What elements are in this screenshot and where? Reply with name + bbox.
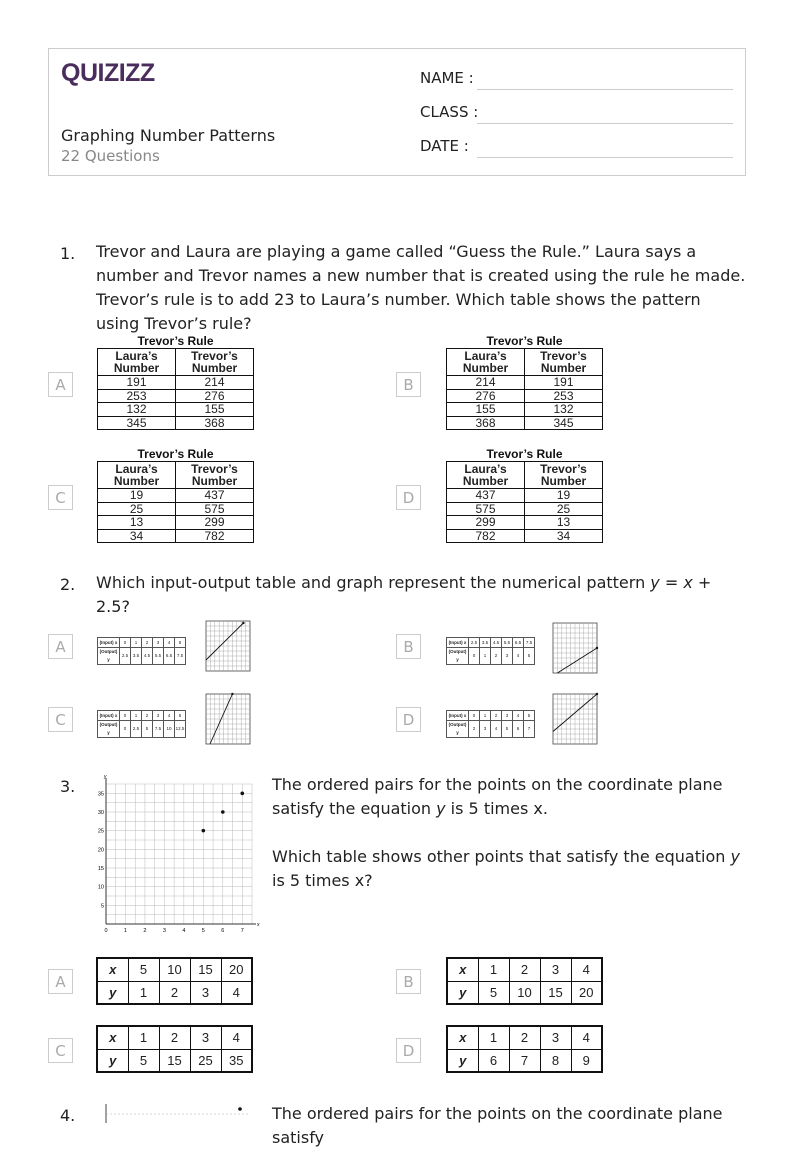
table-row <box>98 516 254 530</box>
table-row <box>98 711 186 721</box>
x-tick-label: 3 <box>162 928 166 934</box>
y-tick-label: 5 <box>100 903 104 910</box>
y-tick-label: 20 <box>97 847 104 854</box>
table-row <box>447 389 603 403</box>
y-tick-label: 10 <box>97 884 104 891</box>
q1-option-c-box[interactable]: C <box>48 485 73 510</box>
table-cell: 0 <box>469 711 480 721</box>
date-line[interactable] <box>477 157 733 158</box>
table-cell: 20 <box>221 958 252 981</box>
q2-text: Which input-output table and graph represent the numerical pattern y = x + 2.5? <box>96 573 712 616</box>
q2-table-c <box>97 710 186 738</box>
table-cell: 4 <box>513 711 524 721</box>
table-cell: 5 <box>175 711 186 721</box>
table-row <box>447 1026 602 1049</box>
worksheet-header <box>48 48 746 176</box>
table-cell: 9 <box>571 1049 602 1072</box>
table-cell: 1 <box>128 981 159 1004</box>
table-cell: 6 <box>513 721 524 738</box>
table-cell: 8 <box>540 1049 571 1072</box>
table-row <box>98 638 186 648</box>
q3-option-b-box[interactable]: B <box>396 969 421 994</box>
table-cell: 4.5 <box>491 638 502 648</box>
x-tick-label: 5 <box>201 928 205 934</box>
table-row <box>98 416 254 430</box>
q3-text-1: The ordered pairs for the points on the coordinate plane satisfy the equation y is 5 times x. <box>272 775 723 818</box>
q1-table-d <box>446 448 603 543</box>
row-label: (Output) y <box>98 648 120 665</box>
table-cell: 7.5 <box>524 638 535 648</box>
y-tick-label: 35 <box>97 791 104 798</box>
row-label: y <box>447 1049 478 1072</box>
table-cell: 3 <box>190 1026 221 1049</box>
q2-option-a-box[interactable]: A <box>48 634 73 659</box>
line-arrow <box>231 693 233 695</box>
table-cell: 155 <box>176 403 254 417</box>
col-header-trevor: Trevor’s Number <box>525 349 603 376</box>
row-label: (Input) x <box>447 711 469 721</box>
q1-number: 1. <box>60 244 76 263</box>
table-cell: 2 <box>491 711 502 721</box>
q3-text-2: Which table shows other points that satisfy the equation y is 5 times x? <box>272 847 740 890</box>
table-cell: 437 <box>447 489 525 503</box>
table-cell: 276 <box>447 389 525 403</box>
table-cell: 782 <box>176 529 254 543</box>
table-cell: 2 <box>509 1026 540 1049</box>
col-header-trevor: Trevor’s Number <box>176 349 254 376</box>
table-cell: 3 <box>153 638 164 648</box>
table-cell: 4.5 <box>142 648 153 665</box>
table-cell: 10 <box>164 721 175 738</box>
table-cell: 782 <box>447 529 525 543</box>
table-cell: 25 <box>190 1049 221 1072</box>
table-cell: 5 <box>142 721 153 738</box>
q4-number: 4. <box>60 1106 76 1125</box>
table-cell: 368 <box>176 416 254 430</box>
table-cell: 437 <box>176 489 254 503</box>
table-row <box>447 502 603 516</box>
q4-point <box>238 1107 242 1111</box>
data-point <box>202 829 206 833</box>
q1-option-a-box[interactable]: A <box>48 372 73 397</box>
table-cell: 276 <box>176 389 254 403</box>
row-label: y <box>97 981 128 1004</box>
table-cell: 20 <box>571 981 602 1004</box>
table-cell: 1 <box>480 711 491 721</box>
table-caption: Trevor’s Rule <box>486 334 563 348</box>
table-cell: 25 <box>98 502 176 516</box>
table-cell: 34 <box>525 529 603 543</box>
line-arrow <box>596 647 598 649</box>
table-cell: 1 <box>128 1026 159 1049</box>
q1-option-d-box[interactable]: D <box>396 485 421 510</box>
x-tick-label: 0 <box>104 928 108 934</box>
q3-number: 3. <box>60 777 76 796</box>
table-cell: 15 <box>190 958 221 981</box>
row-label: (Output) y <box>447 648 469 665</box>
q2-table-d <box>446 710 535 738</box>
table-cell: 15 <box>159 1049 190 1072</box>
table-cell: 6 <box>478 1049 509 1072</box>
q3-table-d <box>446 1025 603 1073</box>
table-caption: Trevor’s Rule <box>137 447 214 461</box>
date-label: DATE : <box>420 137 469 155</box>
name-line[interactable] <box>477 89 733 90</box>
table-cell: 2 <box>142 638 153 648</box>
table-cell: 2 <box>159 1026 190 1049</box>
table-cell: 5 <box>478 981 509 1004</box>
table-cell: 1 <box>480 648 491 665</box>
table-cell: 5 <box>524 648 535 665</box>
q2-graph-a <box>202 619 252 673</box>
table-row <box>98 529 254 543</box>
table-row <box>98 489 254 503</box>
table-cell: 191 <box>525 376 603 390</box>
x-tick-label: 4 <box>182 928 186 934</box>
table-cell: 4 <box>164 638 175 648</box>
col-header-laura: Laura’s Number <box>98 462 176 489</box>
col-header-laura: Laura’s Number <box>447 462 525 489</box>
table-cell: 3 <box>480 721 491 738</box>
q2-option-b-box[interactable]: B <box>396 634 421 659</box>
quizizz-logo: QUIZIZZ <box>61 59 155 87</box>
table-cell: 10 <box>159 958 190 981</box>
table-cell: 3 <box>190 981 221 1004</box>
table-cell: 575 <box>447 502 525 516</box>
table-cell: 3 <box>502 711 513 721</box>
table-cell: 253 <box>98 389 176 403</box>
table-cell: 0 <box>120 721 131 738</box>
table-row <box>97 1049 252 1072</box>
q2-table-a <box>97 637 186 665</box>
table-cell: 4 <box>513 648 524 665</box>
table-cell: 3 <box>502 648 513 665</box>
table-row <box>447 648 535 665</box>
table-cell: 4 <box>221 1026 252 1049</box>
table-cell: 13 <box>525 516 603 530</box>
row-label: (Input) x <box>447 638 469 648</box>
table-cell: 299 <box>176 516 254 530</box>
y-tick-label: 25 <box>97 828 104 835</box>
table-cell: 7.5 <box>153 721 164 738</box>
table-cell: 2 <box>509 958 540 981</box>
table-cell: 345 <box>525 416 603 430</box>
x-tick-label: 2 <box>143 928 147 934</box>
q2-graph-b <box>549 621 599 675</box>
table-row <box>447 376 603 390</box>
table-caption: Trevor’s Rule <box>137 334 214 348</box>
table-cell: 15 <box>540 981 571 1004</box>
row-label: y <box>447 981 478 1004</box>
row-label: (Input) x <box>98 711 120 721</box>
table-row <box>447 529 603 543</box>
col-header-laura: Laura’s Number <box>447 349 525 376</box>
q3-option-d-box[interactable]: D <box>396 1038 421 1063</box>
table-cell: 4 <box>571 1026 602 1049</box>
table-cell: 5 <box>502 721 513 738</box>
table-cell: 1 <box>478 958 509 981</box>
class-label: CLASS : <box>420 103 479 121</box>
line-arrow <box>242 622 244 624</box>
col-header-trevor: Trevor’s Number <box>176 462 254 489</box>
class-line[interactable] <box>477 123 733 124</box>
table-cell: 3 <box>153 711 164 721</box>
table-cell: 1 <box>478 1026 509 1049</box>
table-cell: 0 <box>120 711 131 721</box>
table-cell: 5.5 <box>502 638 513 648</box>
q3-option-a-box[interactable]: A <box>48 969 73 994</box>
table-cell: 4 <box>491 721 502 738</box>
q3-table-a <box>96 957 253 1005</box>
table-cell: 5 <box>128 958 159 981</box>
table-cell: 132 <box>525 403 603 417</box>
table-row <box>97 958 252 981</box>
table-cell: 2 <box>491 648 502 665</box>
q2-graph-c <box>202 692 252 746</box>
y-tick-label: 30 <box>97 810 104 816</box>
table-cell: 25 <box>525 502 603 516</box>
q1-table-a <box>97 335 254 430</box>
table-cell: 6.5 <box>513 638 524 648</box>
table-cell: 214 <box>447 376 525 390</box>
q3-table-b <box>446 957 603 1005</box>
table-cell: 5 <box>175 638 186 648</box>
table-row <box>447 489 603 503</box>
q2-graph-d <box>549 692 599 746</box>
table-cell: 1 <box>131 711 142 721</box>
table-cell: 2 <box>469 721 480 738</box>
q2-option-c-box[interactable]: C <box>48 707 73 732</box>
row-label: x <box>97 958 128 981</box>
table-row <box>447 416 603 430</box>
x-tick-label: 1 <box>123 928 127 934</box>
q2-number: 2. <box>60 575 76 594</box>
x-tick-label: 7 <box>240 928 244 934</box>
row-label: (Output) y <box>98 721 120 738</box>
table-cell: 19 <box>98 489 176 503</box>
table-caption: Trevor’s Rule <box>486 447 563 461</box>
worksheet-title: Graphing Number Patterns <box>61 126 276 145</box>
table-cell: 0 <box>469 648 480 665</box>
col-header-laura: Laura’s Number <box>98 349 176 376</box>
table-cell: 35 <box>221 1049 252 1072</box>
table-cell: 2.5 <box>131 721 142 738</box>
table-cell: 12.5 <box>175 721 186 738</box>
table-cell: 5 <box>128 1049 159 1072</box>
row-label: x <box>447 958 478 981</box>
table-cell: 7.5 <box>175 648 186 665</box>
table-row <box>98 389 254 403</box>
table-cell: 1 <box>131 638 142 648</box>
table-row <box>98 648 186 665</box>
table-cell: 5.5 <box>153 648 164 665</box>
table-cell: 19 <box>525 489 603 503</box>
table-cell: 4 <box>221 981 252 1004</box>
q4-text: The ordered pairs for the points on the coordinate plane satisfy <box>272 1104 723 1147</box>
data-point <box>221 810 225 814</box>
table-cell: 5 <box>524 711 535 721</box>
table-row <box>447 1049 602 1072</box>
table-cell: 253 <box>525 389 603 403</box>
table-row <box>97 981 252 1004</box>
line-arrow <box>596 693 598 695</box>
table-cell: 7 <box>524 721 535 738</box>
table-cell: 34 <box>98 529 176 543</box>
y-tick-label: 15 <box>97 866 104 872</box>
table-row <box>97 1026 252 1049</box>
table-cell: 3 <box>540 958 571 981</box>
table-cell: 299 <box>447 516 525 530</box>
name-label: NAME : <box>420 69 474 87</box>
table-row <box>447 403 603 417</box>
row-label: (Input) x <box>98 638 120 648</box>
row-label: x <box>447 1026 478 1049</box>
table-cell: 4 <box>571 958 602 981</box>
col-header-trevor: Trevor’s Number <box>525 462 603 489</box>
table-cell: 2 <box>142 711 153 721</box>
table-row <box>447 981 602 1004</box>
table-cell: 10 <box>509 981 540 1004</box>
question-count: 22 Questions <box>61 147 160 165</box>
table-cell: 0 <box>120 638 131 648</box>
table-cell: 2 <box>159 981 190 1004</box>
table-cell: 3.5 <box>480 638 491 648</box>
q2-option-d-box[interactable]: D <box>396 707 421 732</box>
table-cell: 4 <box>164 711 175 721</box>
table-cell: 368 <box>447 416 525 430</box>
table-row <box>447 711 535 721</box>
row-label: y <box>97 1049 128 1072</box>
q1-table-c <box>97 448 254 543</box>
table-row <box>98 376 254 390</box>
table-cell: 191 <box>98 376 176 390</box>
q1-text: Trevor and Laura are playing a game called “Guess the Rule.” Laura says a number and Trevor names a new number that is created using the rule he made. Trevor’s rule is to add 23 to Laura’s number. Which table shows the pattern using Trevor’s rule? <box>96 242 746 333</box>
y-axis-label: y <box>104 774 107 780</box>
q4-coordinate-plane <box>100 1104 254 1123</box>
table-row <box>447 516 603 530</box>
q1-option-b-box[interactable]: B <box>396 372 421 397</box>
table-row <box>447 958 602 981</box>
table-cell: 345 <box>98 416 176 430</box>
q3-option-c-box[interactable]: C <box>48 1038 73 1063</box>
table-cell: 214 <box>176 376 254 390</box>
row-label: x <box>97 1026 128 1049</box>
table-cell: 6.5 <box>164 648 175 665</box>
table-cell: 575 <box>176 502 254 516</box>
table-row <box>98 721 186 738</box>
row-label: (Output) y <box>447 721 469 738</box>
table-cell: 2.5 <box>120 648 131 665</box>
x-tick-label: 6 <box>221 928 225 934</box>
table-row <box>98 403 254 417</box>
table-row <box>98 502 254 516</box>
table-cell: 13 <box>98 516 176 530</box>
table-cell: 155 <box>447 403 525 417</box>
q3-coordinate-plane <box>94 774 260 934</box>
table-cell: 132 <box>98 403 176 417</box>
data-point <box>240 792 244 796</box>
table-cell: 3 <box>540 1026 571 1049</box>
q3-table-c <box>96 1025 253 1073</box>
q1-table-b <box>446 335 603 430</box>
table-cell: 2.5 <box>469 638 480 648</box>
table-row <box>447 721 535 738</box>
table-cell: 3.5 <box>131 648 142 665</box>
table-cell: 7 <box>509 1049 540 1072</box>
table-row <box>447 638 535 648</box>
x-axis-label: x <box>257 922 260 928</box>
q2-table-b <box>446 637 535 665</box>
